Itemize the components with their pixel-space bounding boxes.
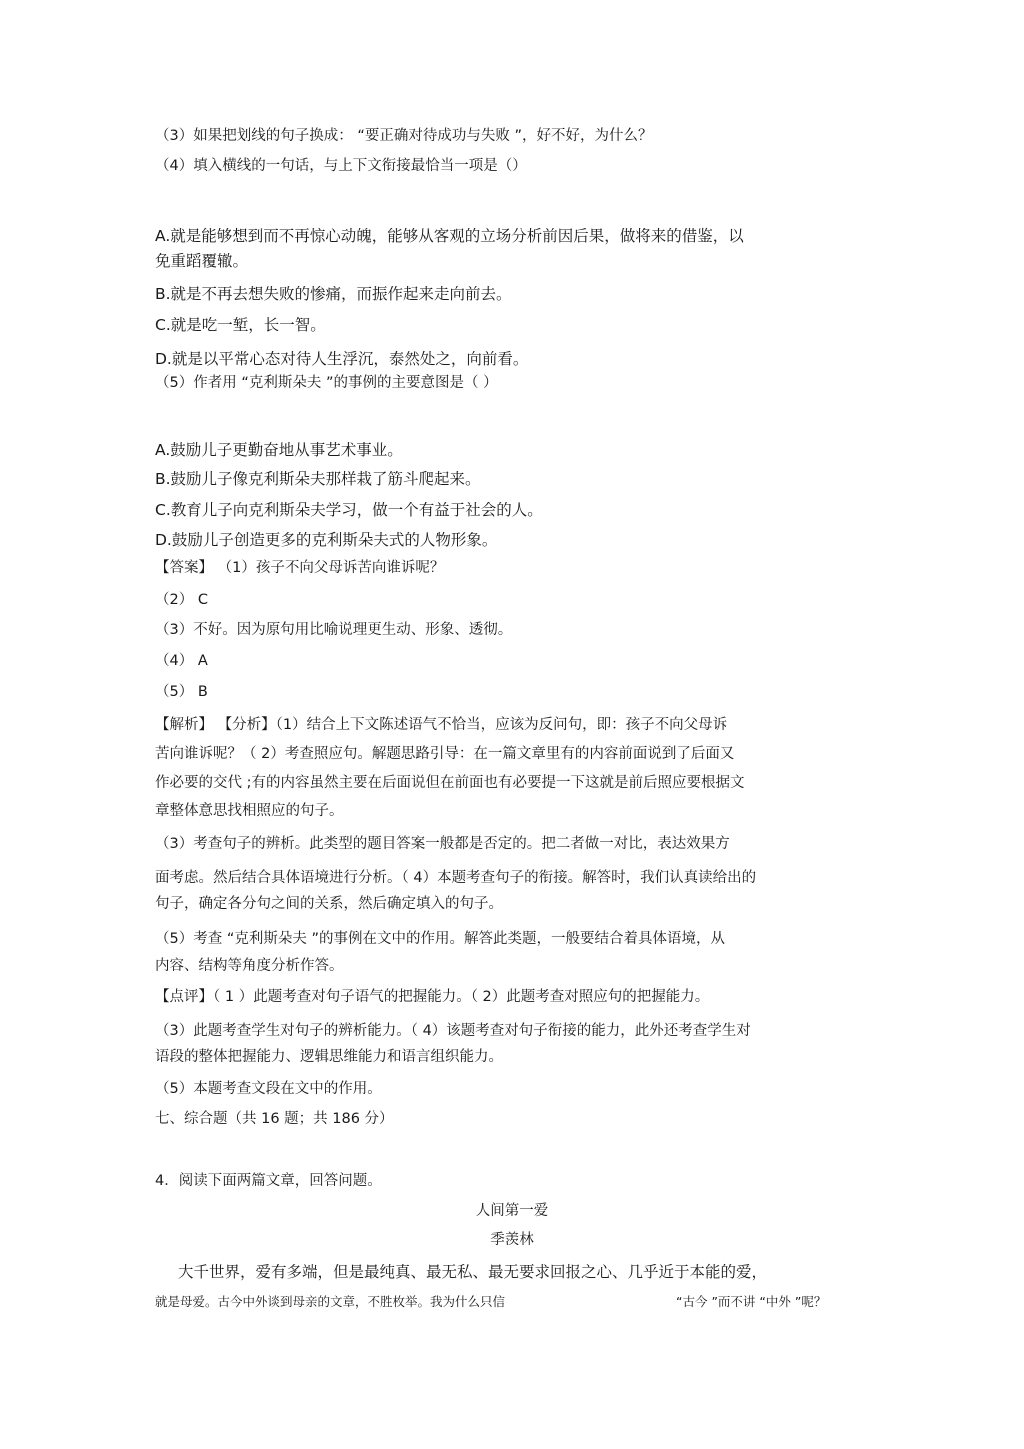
analysis-line-2: 苦向谁诉呢？（ 2）考查照应句。解题思路引导：在一篇文章里有的内容前面说到了后面又 [155, 746, 735, 762]
question-4-prompt: 4．阅读下面两篇文章，回答问题。 [155, 1173, 382, 1189]
answer-1: 【答案】 （1）孩子不向父母诉苦向谁诉呢？ [155, 560, 445, 576]
analysis-line-7: 句子，确定各分句之间的关系，然后确定填入的句子。 [155, 896, 503, 912]
q5-option-a: A.鼓励儿子更勤奋地从事艺术事业。 [155, 441, 403, 459]
analysis-line-6: 面考虑。然后结合具体语境进行分析。（ 4）本题考查句子的衔接。解答时，我们认真读给出的 [155, 870, 757, 886]
analysis-line-3: 作必要的交代 ;有的内容虽然主要在后面说但在前面也有必要提一下这就是前后照应要根据文 [155, 775, 745, 791]
article-paragraph-line-2a: 就是母爱。古今中外谈到母亲的文章，不胜枚举。我为什么只信 [155, 1294, 506, 1309]
comment-line-2: （3）此题考查学生对句子的辨析能力。（ 4）该题考查对句子衔接的能力，此外还考查学生对 [155, 1023, 751, 1039]
q4-option-b: B.就是不再去想失败的惨痛，而振作起来走向前去。 [155, 285, 512, 303]
q4-option-a-line1: A.就是能够想到而不再惊心动魄，能够从客观的立场分析前因后果，做将来的借鉴，以 [155, 227, 744, 245]
analysis-line-4: 章整体意思找相照应的句子。 [155, 803, 344, 819]
analysis-line-5: （3）考查句子的辨析。此类型的题目答案一般都是否定的。把二者做一对比，表达效果方 [155, 836, 730, 852]
article-paragraph-line-2b: “古今 ”而不讲 “中外 ”呢？ [676, 1294, 827, 1309]
comment-line-4: （5）本题考查文段在文中的作用。 [155, 1081, 382, 1097]
question-3: （3）如果把划线的句子换成： “要正确对待成功与失败 ”，好不好，为什么？ [155, 128, 653, 144]
answer-2: （2） C [155, 592, 208, 608]
article-author: 季羡林 [490, 1232, 534, 1248]
section-heading: 七、综合题（共 16 题；共 186 分） [155, 1111, 394, 1127]
answer-3: （3）不好。因为原句用比喻说理更生动、形象、透彻。 [155, 622, 513, 638]
analysis-line-8: （5）考查 “克利斯朵夫 ”的事例在文中的作用。解答此类题，一般要结合着具体语境，从 [155, 931, 725, 947]
q5-option-b: B.鼓励儿子像克利斯朵夫那样栽了筋斗爬起来。 [155, 470, 481, 488]
article-title: 人间第一爱 [475, 1203, 549, 1219]
comment-line-3: 语段的整体把握能力、逻辑思维能力和语言组织能力。 [155, 1049, 503, 1065]
question-4: （4）填入横线的一句话，与上下文衔接最恰当一项是（） [155, 158, 527, 174]
q5-option-d: D.鼓励儿子创造更多的克利斯朵夫式的人物形象。 [155, 531, 498, 549]
article-paragraph-line-1: 大千世界，爱有多端，但是最纯真、最无私、最无要求回报之心、几乎近于本能的爱， [178, 1263, 768, 1281]
q4-option-c: C.就是吃一堑，长一智。 [155, 316, 326, 334]
q5-option-c: C.教育儿子向克利斯朵夫学习，做一个有益于社会的人。 [155, 501, 543, 519]
comment-line-1: 【点评】（ 1 ）此题考查对句子语气的把握能力。（ 2）此题考查对照应句的把握能力。 [155, 989, 710, 1005]
question-5: （5）作者用 “克利斯朵夫 ”的事例的主要意图是（ ） [155, 375, 498, 391]
analysis-line-9: 内容、结构等角度分析作答。 [155, 958, 344, 974]
analysis-line-1: 【解析】 【分析】（1）结合上下文陈述语气不恰当，应该为反问句，即：孩子不向父母诉 [155, 717, 728, 733]
q4-option-d: D.就是以平常心态对待人生浮沉，泰然处之，向前看。 [155, 350, 529, 368]
answer-4: （4） A [155, 653, 208, 669]
answer-5: （5） B [155, 684, 208, 700]
q4-option-a-line2: 免重蹈覆辙。 [155, 252, 249, 270]
